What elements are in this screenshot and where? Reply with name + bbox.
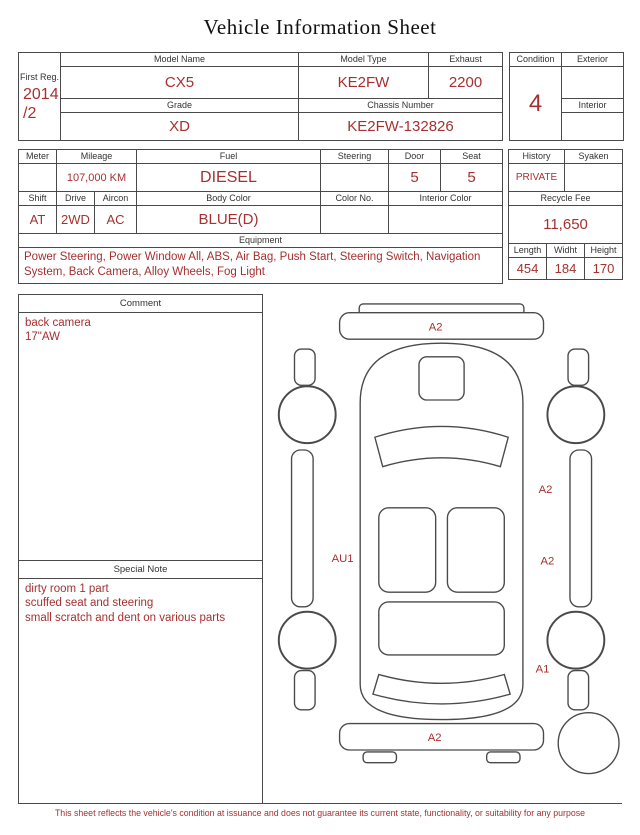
grade-value: XD: [61, 113, 299, 141]
body-color-value: BLUE(D): [137, 206, 321, 234]
drive-label: Drive: [57, 192, 95, 206]
height-value: 170: [585, 258, 623, 280]
car-damage-diagram: [265, 300, 623, 800]
damage-label-left-mid: AU1: [331, 552, 354, 565]
history-syaken-table: [508, 149, 623, 192]
damage-label-rear: A2: [427, 732, 442, 745]
spec-right-block: [508, 149, 622, 280]
model-type-value: KE2FW: [299, 67, 429, 99]
color-no-label: Color No.: [321, 192, 389, 206]
interior-label: Interior: [562, 99, 624, 113]
damage-label-front: A2: [428, 321, 443, 334]
special-note-header: Special Note: [19, 560, 262, 579]
equipment-table: [18, 233, 503, 284]
seat-label: Seat: [441, 150, 503, 164]
damage-label-right-upper: A2: [538, 484, 553, 497]
bottom-section: [18, 294, 622, 804]
door-value: 5: [389, 164, 441, 192]
steering-value: [321, 164, 389, 192]
model-name-label: Model Name: [61, 53, 299, 67]
damage-label-right-mid: A2: [540, 555, 555, 568]
chassis-number-value: KE2FW-132826: [299, 113, 503, 141]
color-no-value: [321, 206, 389, 234]
history-label: History: [509, 150, 565, 164]
steering-label: Steering: [321, 150, 389, 164]
special-note-line: dirty room 1 part: [25, 583, 109, 595]
width-value: 184: [547, 258, 585, 280]
comment-box: [18, 294, 263, 803]
model-type-label: Model Type: [299, 53, 429, 67]
shift-value: AT: [19, 206, 57, 234]
page-title: Vehicle Information Sheet: [203, 15, 437, 39]
special-note-line: scuffed seat and steering: [25, 597, 154, 610]
meter-value: [19, 164, 57, 192]
first-reg-month: /2: [23, 104, 37, 122]
history-value: PRIVATE: [509, 164, 565, 192]
equipment-value: Power Steering, Power Window All, ABS, Air Bag, Push Start, Steering Switch, Navigation System, Back Camera, Alloy Wheels, Fog Light: [19, 248, 503, 284]
first-reg-value: [19, 82, 60, 123]
exterior-label: Exterior: [562, 53, 624, 67]
exterior-value: [562, 67, 624, 99]
condition-label: Condition: [510, 53, 562, 67]
disclaimer-text: This sheet reflects the vehicle's condition at issuance and does not guarantee its current state, functionality, or suitability for any purpose: [54, 808, 586, 818]
mileage-value: 107,000 KM: [57, 164, 137, 192]
condition-table: [509, 52, 624, 141]
drivetrain-color-table: [18, 191, 503, 234]
length-value: 454: [509, 258, 547, 280]
comment-line: back camera: [25, 317, 91, 329]
mileage-fuel-table: [18, 149, 503, 192]
model-name-value: CX5: [61, 67, 299, 99]
syaken-label: Syaken: [565, 150, 623, 164]
interior-color-value: [389, 206, 503, 234]
first-reg-label: First Reg.: [19, 72, 59, 83]
special-note-content: [19, 579, 262, 803]
recycle-fee-table: [508, 191, 623, 244]
syaken-value: [565, 164, 623, 192]
chassis-number-label: Chassis Number: [299, 99, 503, 113]
special-note-line: small scratch and dent on various parts: [25, 611, 226, 624]
vehicle-id-table: [18, 52, 503, 141]
car-diagram-area: [263, 294, 622, 803]
spec-tables-row: [18, 149, 622, 284]
first-reg-cell: [19, 53, 61, 141]
fuel-label: Fuel: [137, 150, 321, 164]
aircon-label: Aircon: [95, 192, 137, 206]
recycle-fee-label: Recycle Fee: [509, 192, 623, 206]
exhaust-label: Exhaust: [429, 53, 503, 67]
damage-label-right-lower: A1: [535, 663, 550, 676]
comment-header: Comment: [19, 295, 262, 313]
body-color-label: Body Color: [137, 192, 321, 206]
condition-value: 4: [510, 67, 562, 141]
spec-left-block: [18, 149, 502, 284]
door-label: Door: [389, 150, 441, 164]
comment-content: [19, 313, 262, 560]
comment-line: 17"AW: [25, 331, 60, 344]
first-reg-year: 2014: [23, 86, 59, 104]
recycle-fee-value: 11,650: [509, 206, 623, 244]
shift-label: Shift: [19, 192, 57, 206]
interior-color-label: Interior Color: [389, 192, 503, 206]
equipment-label: Equipment: [19, 234, 503, 248]
length-label: Length: [509, 244, 547, 258]
width-label: Widht: [547, 244, 585, 258]
drive-value: 2WD: [57, 206, 95, 234]
meter-label: Meter: [19, 150, 57, 164]
height-label: Height: [585, 244, 623, 258]
exhaust-value: 2200: [429, 67, 503, 99]
grade-label: Grade: [61, 99, 299, 113]
mileage-label: Mileage: [57, 150, 137, 164]
interior-value: [562, 113, 624, 141]
dimensions-table: [508, 243, 623, 280]
seat-value: 5: [441, 164, 503, 192]
top-tables-row: [18, 52, 622, 141]
aircon-value: AC: [95, 206, 137, 234]
fuel-value: DIESEL: [137, 164, 321, 192]
